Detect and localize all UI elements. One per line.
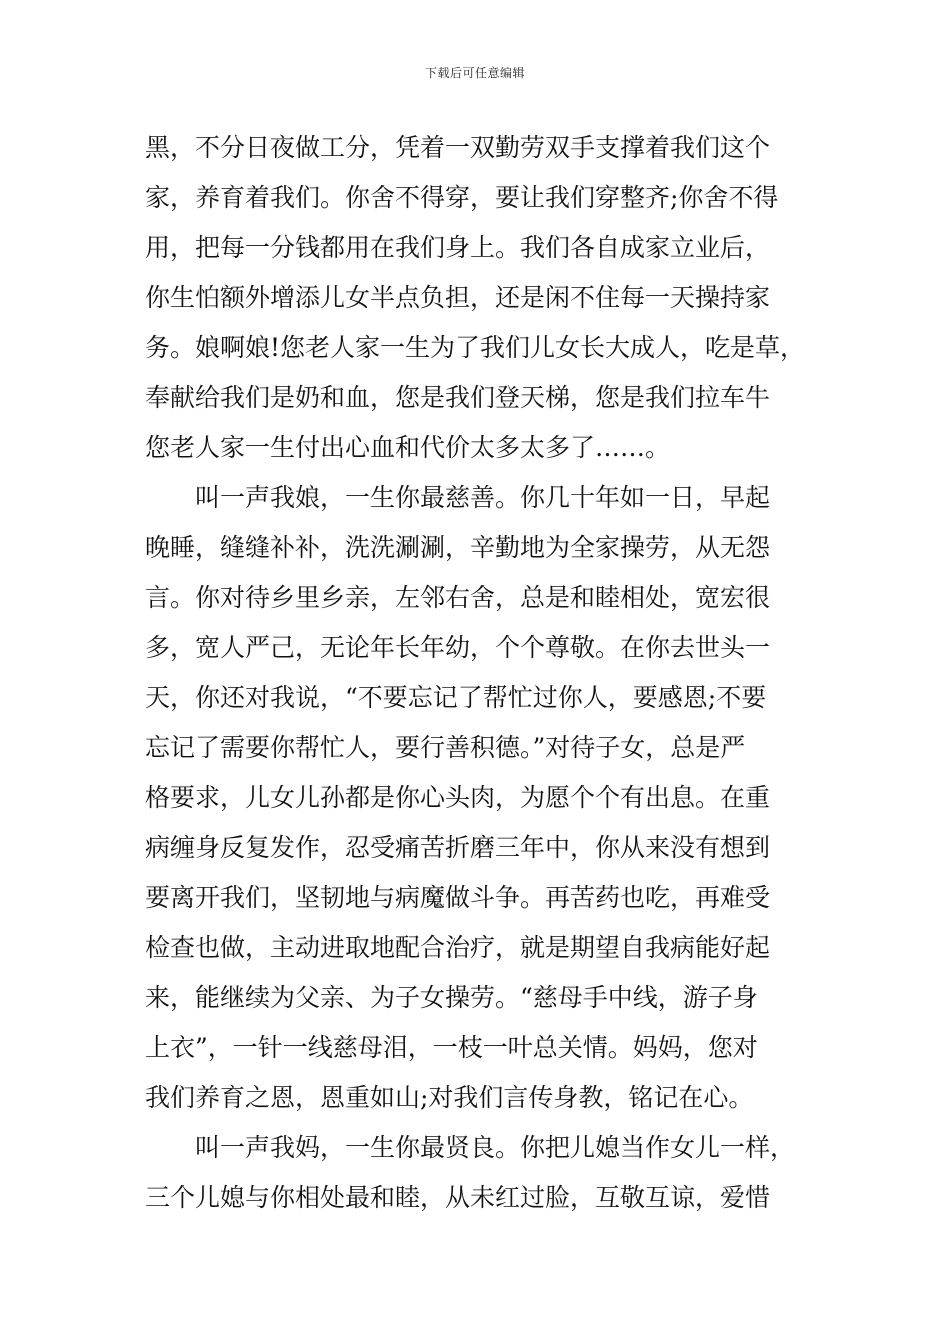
text-line: 三个儿媳与你相处最和睦，从未红过脸，互敬互谅，爱惜 <box>145 1183 771 1212</box>
text-line: 务。娘啊娘!您老人家一生为了我们儿女长大成人，吃是草， <box>145 333 806 362</box>
text-line: 要离开我们，坚韧地与病魔做斗争。再苦药也吃，再难受 <box>145 883 771 912</box>
text-line: 家，养育着我们。你舍不得穿，要让我们穿整齐;你舍不得 <box>145 183 779 212</box>
text-line: 你生怕额外增添儿女半点负担，还是闲不住每一天操持家 <box>145 283 771 312</box>
body-text <box>145 123 810 1223</box>
text-line: 晚睡，缝缝补补，洗洗涮涮，辛勤地为全家操劳，从无怨 <box>145 533 771 562</box>
text-line: 检查也做，主动进取地配合治疗，就是期望自我病能好起 <box>145 933 771 962</box>
text-line: 格要求，儿女儿孙都是你心头肉，为愿个个有出息。在重 <box>145 783 771 812</box>
text-line: 言。你对待乡里乡亲，左邻右舍，总是和睦相处，宽宏很 <box>145 583 771 612</box>
text-line: 多，宽人严己，无论年长年幼，个个尊敬。在你去世头一 <box>145 633 771 662</box>
text-line: 叫一声我妈，一生你最贤良。你把儿媳当作女儿一样， <box>195 1133 796 1162</box>
text-line: 来，能继续为父亲、为子女操劳。“慈母手中线，游子身 <box>145 983 758 1012</box>
text-line: 用，把每一分钱都用在我们身上。我们各自成家立业后， <box>145 233 771 262</box>
text-line: 我们养育之恩，恩重如山;对我们言传身教，铭记在心。 <box>145 1083 754 1112</box>
text-line: 您老人家一生付出心血和代价太多太多了……。 <box>145 433 671 462</box>
text-line: 叫一声我娘，一生你最慈善。你几十年如一日，早起 <box>195 483 771 512</box>
text-line: 上衣”，一针一线慈母泪，一枝一叶总关情。妈妈，您对 <box>145 1033 758 1062</box>
text-line: 病缠身反复发作，忍受痛苦折磨三年中，你从来没有想到 <box>145 833 771 862</box>
page-header: 下载后可任意编辑 <box>424 66 525 80</box>
text-line: 忘记了需要你帮忙人，要行善积德。”对待子女，总是严 <box>145 733 746 762</box>
text-line: 奉献给我们是奶和血，您是我们登天梯，您是我们拉车牛 <box>145 383 771 412</box>
text-line: 黑，不分日夜做工分，凭着一双勤劳双手支撑着我们这个 <box>145 133 771 162</box>
text-line: 天，你还对我说，“不要忘记了帮忙过你人，要感恩;不要 <box>145 683 767 712</box>
